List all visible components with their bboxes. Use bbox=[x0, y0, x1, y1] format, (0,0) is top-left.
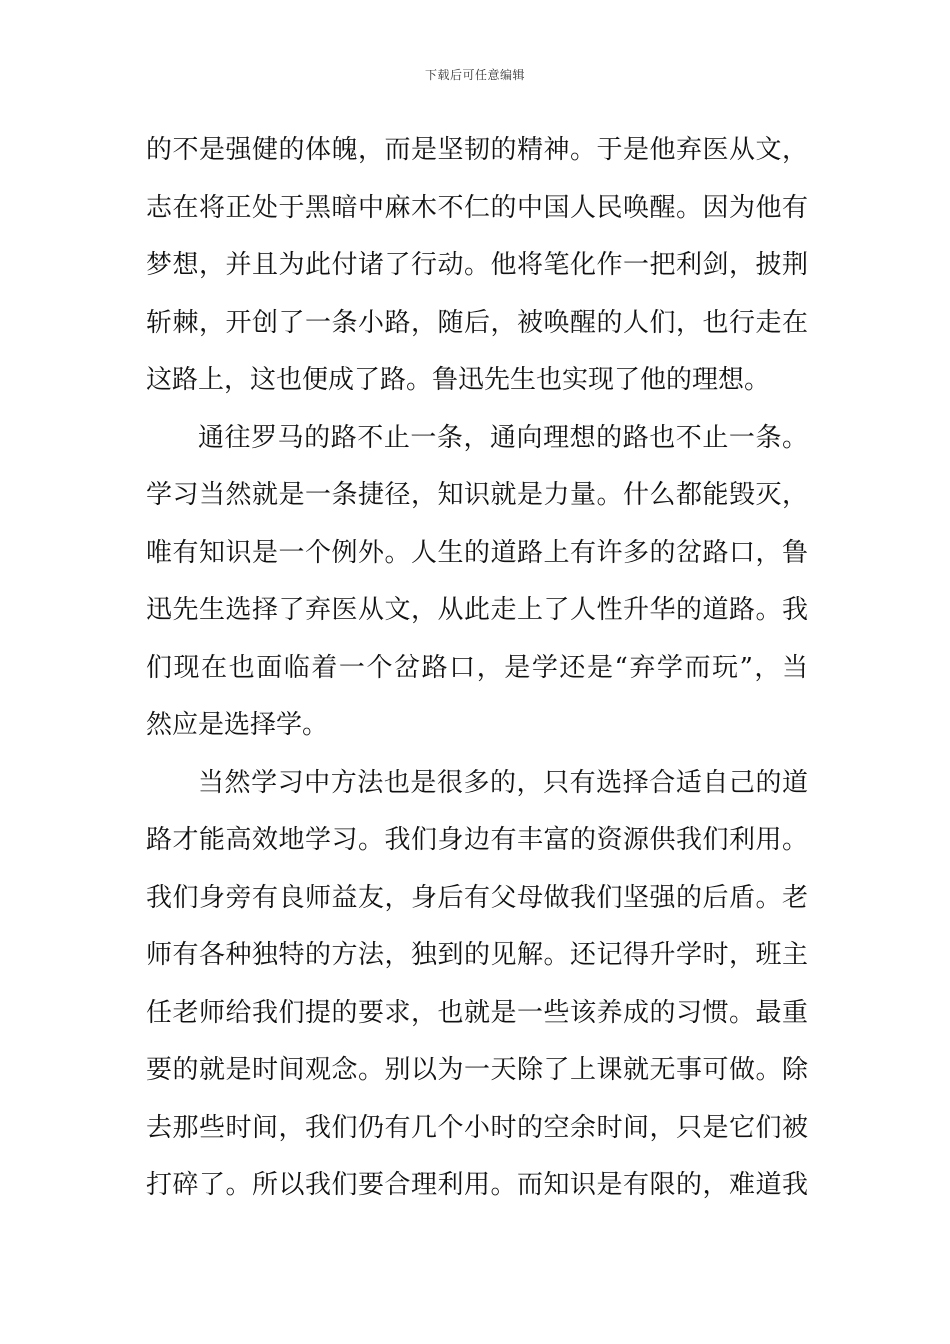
text-line: 们现在也面临着一个岔路口，是学还是“弃学而玩”，当 bbox=[146, 652, 808, 683]
text-line: 唯有知识是一个例外。人生的道路上有许多的岔路口，鲁 bbox=[146, 537, 808, 568]
paragraph-2 bbox=[146, 410, 808, 755]
text-line: 任老师给我们提的要求，也就是一些该养成的习惯。最重 bbox=[146, 997, 808, 1028]
text-line: 师有各种独特的方法，独到的见解。还记得升学时，班主 bbox=[146, 940, 808, 970]
text-line: 然应是选择学。 bbox=[146, 710, 329, 740]
text-line: 我们身旁有良师益友，身后有父母做我们坚强的后盾。老 bbox=[146, 882, 808, 913]
paragraph-1 bbox=[146, 122, 808, 410]
text-line: 迅先生选择了弃医从文，从此走上了人性升华的道路。我 bbox=[146, 595, 808, 625]
text-line: 通往罗马的路不止一条，通向理想的路也不止一条。 bbox=[198, 422, 808, 453]
document-body bbox=[146, 122, 808, 1215]
text-line: 要的就是时间观念。别以为一天除了上课就无事可做。除 bbox=[146, 1055, 808, 1085]
text-line: 的不是强健的体魄，而是坚韧的精神。于是他弃医从文， bbox=[146, 135, 808, 165]
text-line: 志在将正处于黑暗中麻木不仁的中国人民唤醒。因为他有 bbox=[146, 192, 808, 223]
text-line: 梦想，并且为此付诸了行动。他将笔化作一把利剑，披荆 bbox=[146, 250, 808, 280]
page-header: 下载后可任意编辑 bbox=[424, 68, 525, 82]
text-line: 当然学习中方法也是很多的，只有选择合适自己的道 bbox=[198, 767, 808, 798]
text-line: 去那些时间，我们仍有几个小时的空余时间，只是它们被 bbox=[146, 1112, 808, 1143]
text-line: 学习当然就是一条捷径，知识就是力量。什么都能毁灭， bbox=[146, 480, 808, 510]
text-line: 这路上，这也便成了路。鲁迅先生也实现了他的理想。 bbox=[146, 365, 771, 395]
text-line: 斩棘，开创了一条小路，随后，被唤醒的人们，也行走在 bbox=[146, 307, 808, 338]
text-line: 路才能高效地学习。我们身边有丰富的资源供我们利用。 bbox=[146, 825, 808, 855]
paragraph-3 bbox=[146, 755, 808, 1215]
text-line: 打碎了。所以我们要合理利用。而知识是有限的，难道我 bbox=[146, 1170, 808, 1200]
